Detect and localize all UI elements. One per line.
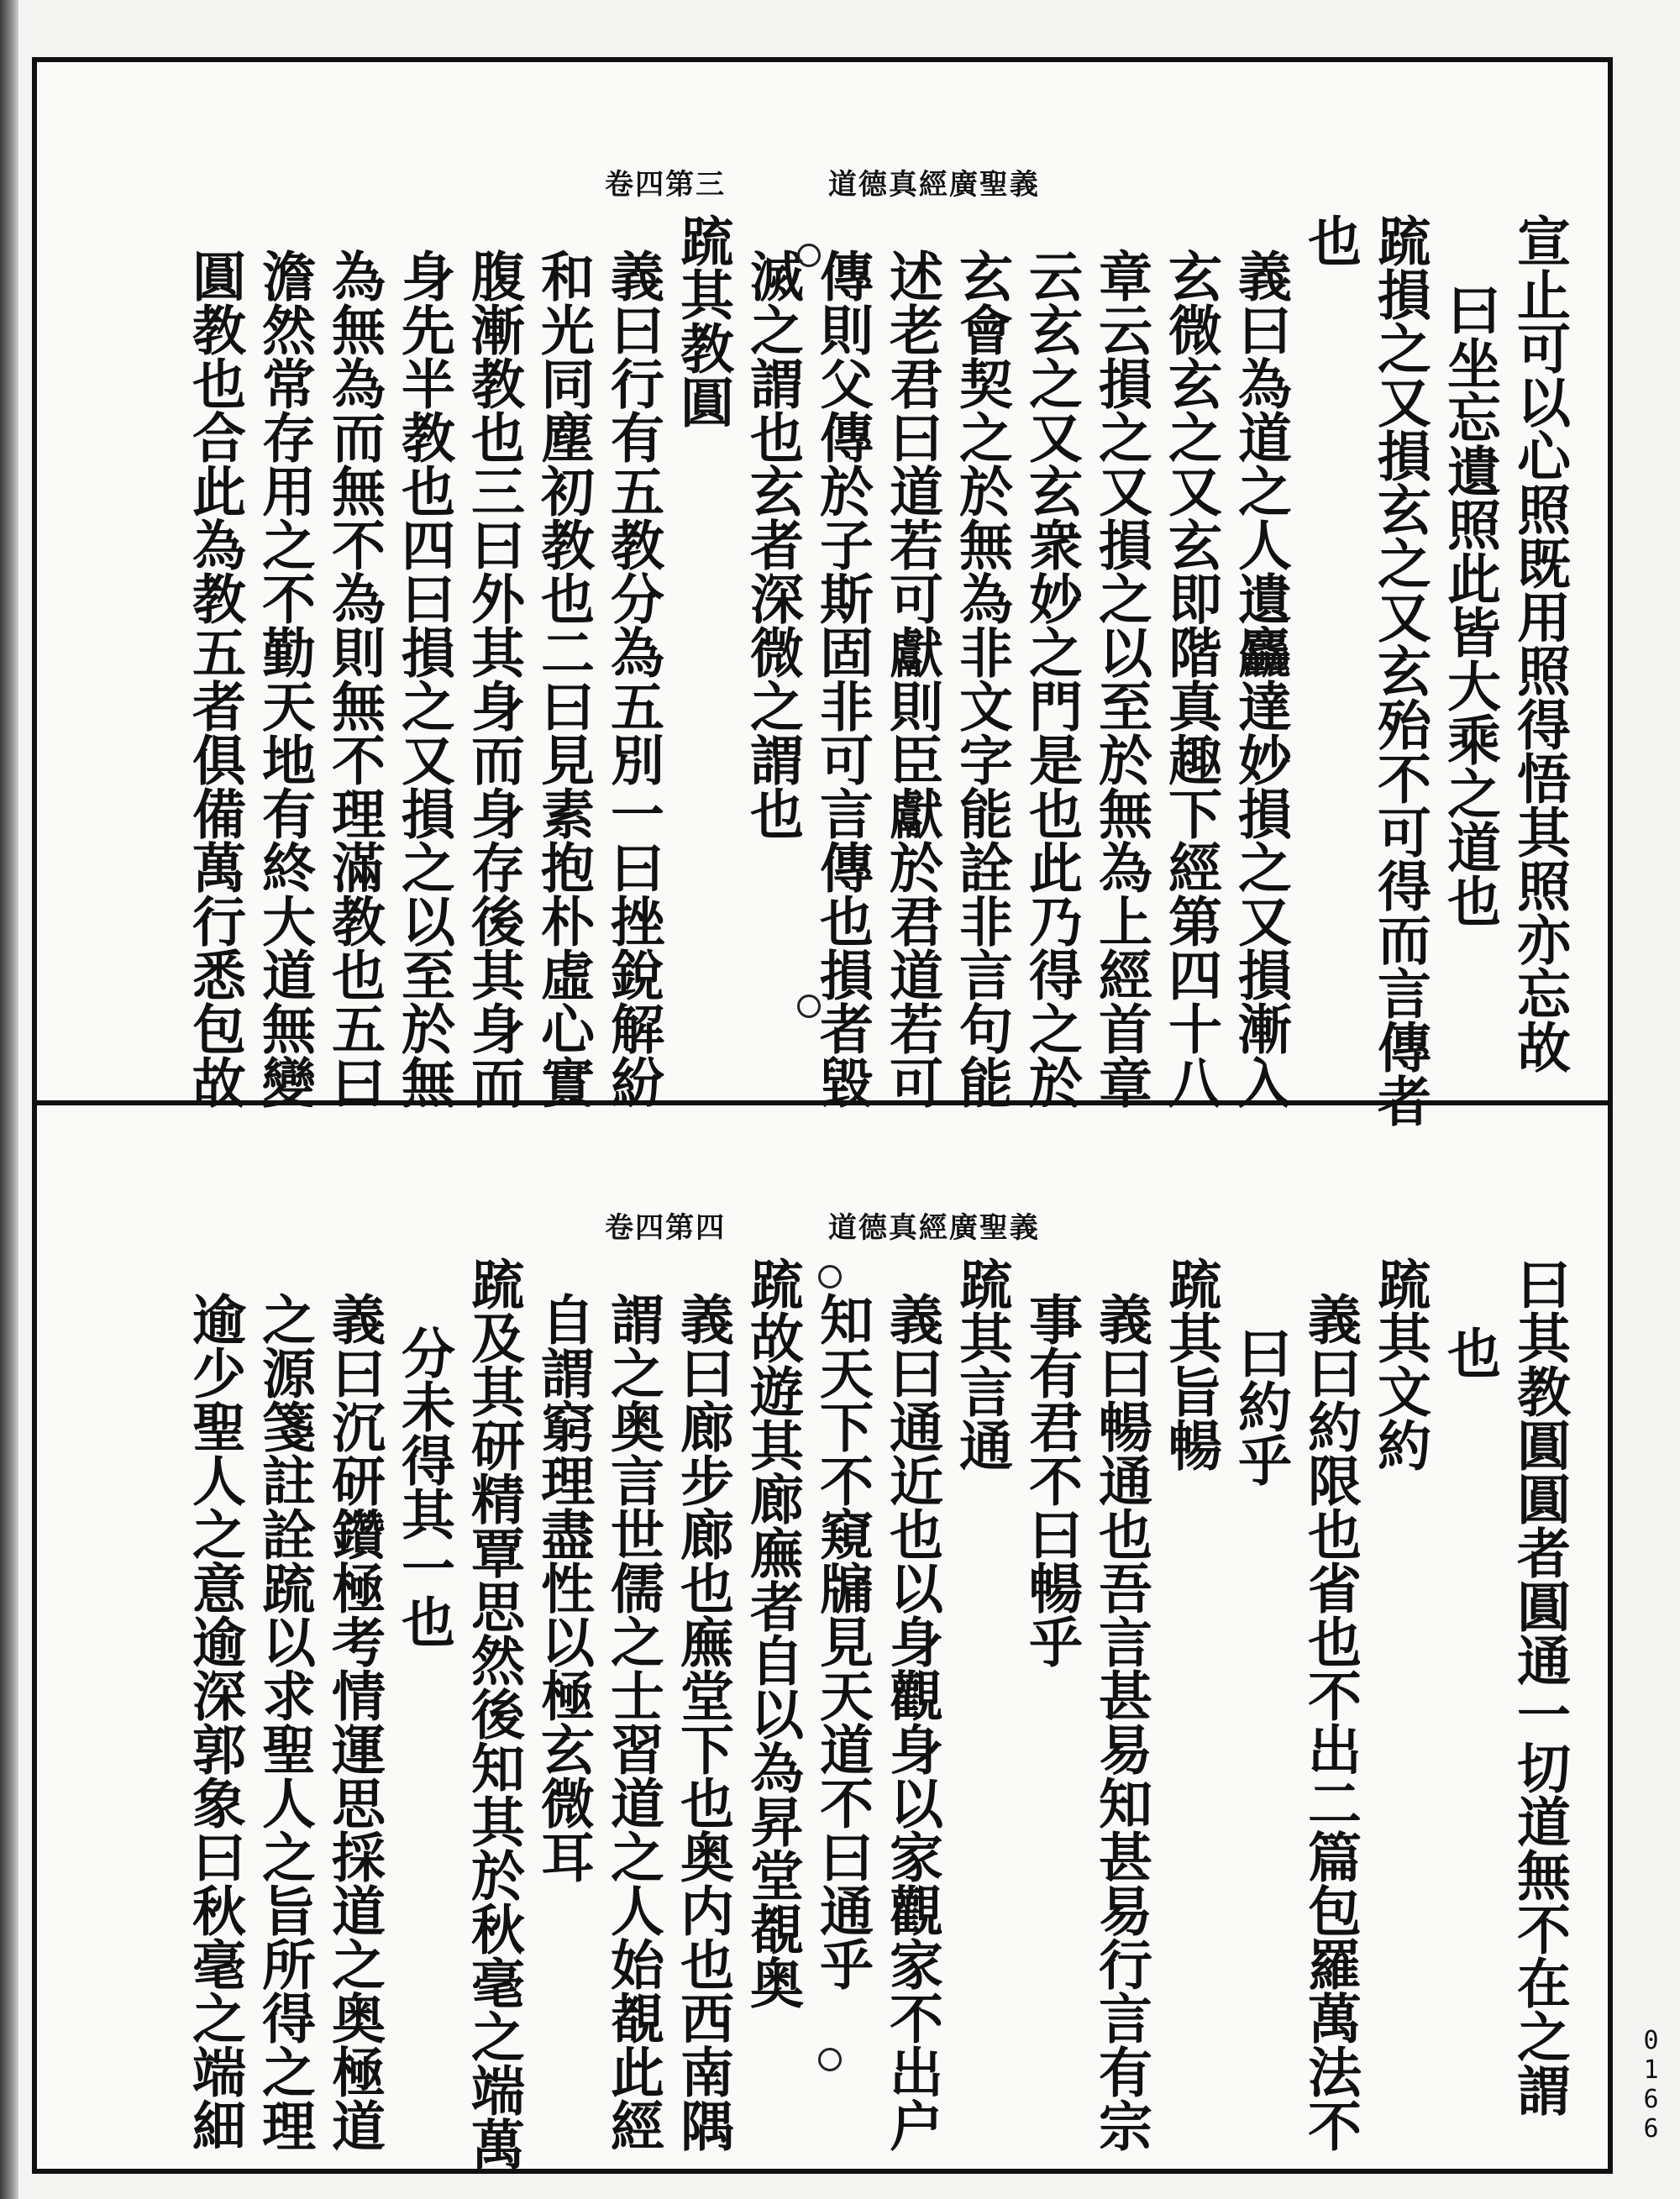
text-column: 知天下不窺牖見天道不曰通乎 xyxy=(811,1292,874,1991)
text-column: 曰約乎 xyxy=(1229,1325,1292,1487)
book-title: 道德真經廣聖義 xyxy=(827,168,1040,202)
bottom-panel xyxy=(37,1105,1608,2169)
circle-mark xyxy=(797,995,821,1018)
text-column: 䟽其教圓 xyxy=(671,213,734,428)
circle-mark xyxy=(818,2048,842,2071)
text-column: 澹然常存用之不勤天地有終大道無變 xyxy=(253,249,316,1109)
bottom-text-columns xyxy=(180,1257,1574,2170)
text-column: 䟽故遊其廊廡者自以為昇堂覩奥 xyxy=(741,1257,804,2009)
page-number xyxy=(1636,2026,1666,2144)
text-column: 義曰沉研鑽極考情運思採道之奥極道 xyxy=(323,1292,386,2152)
text-column: 䟽其旨暢 xyxy=(1159,1257,1222,1472)
text-column: 玄微玄之又玄即階真趣下經第四十八 xyxy=(1159,249,1222,1109)
text-column: 傳則父傳於子斯固非可言傳也損者毀 xyxy=(811,249,874,1109)
book-title: 道德真經廣聖義 xyxy=(827,1211,1040,1245)
text-column: 義曰廊步廊也廡堂下也奥内也西南隅 xyxy=(671,1292,734,2152)
text-column: 為無為而無不為則無不理滿教也五曰 xyxy=(323,249,386,1109)
bottom-header xyxy=(37,1204,1608,1246)
text-column: 玄會契之於無為非文字能詮非言句能 xyxy=(950,249,1013,1109)
top-text-columns xyxy=(180,213,1574,1127)
text-column: 䟽及其研精覃思然後知其於秋毫之端萬 xyxy=(462,1257,525,2170)
volume-label: 卷四第三 xyxy=(605,168,727,202)
text-column: 滅之謂也玄者深微之謂也 xyxy=(741,249,804,840)
text-column: 曰坐忘遺照此皆大乘之道也 xyxy=(1438,282,1501,927)
top-panel xyxy=(37,62,1608,1127)
text-column: 圓教也合此為教五者俱備萬行悉包故 xyxy=(183,249,246,1109)
text-column: 義曰為道之人遺麤達妙損之又損漸入 xyxy=(1229,249,1292,1109)
text-column: 䟽損之又損玄之又玄殆不可得而言傳者 xyxy=(1368,213,1431,1127)
circle-mark xyxy=(797,244,821,267)
text-column: 義曰暢通也吾言甚易知甚易行言有宗 xyxy=(1089,1292,1152,2152)
text-column: 也 xyxy=(1438,1325,1501,1379)
top-header xyxy=(37,161,1608,202)
text-column: 義曰行有五教分為五別一曰挫銳解紛 xyxy=(601,249,664,1109)
text-column: 和光同塵初教也二曰見素抱朴虛心實 xyxy=(532,249,595,1109)
text-column: 述老君曰道若可獻則臣獻於君道若可 xyxy=(880,249,943,1109)
text-column: 也 xyxy=(1299,213,1362,267)
text-column: 身先半教也四曰損之又損之以至於無 xyxy=(392,249,455,1109)
text-column: 謂之奥言世儒之士習道之人始覩此經 xyxy=(601,1292,664,2152)
book-spine xyxy=(0,0,18,2199)
text-column: 義曰通近也以身觀身以家觀家不出户 xyxy=(880,1292,943,2152)
text-column: 䟽其言通 xyxy=(950,1257,1013,1472)
text-column: 䟽其文約 xyxy=(1368,1257,1431,1472)
text-column: 云玄之又玄衆妙之門是也此乃得之於 xyxy=(1020,249,1083,1109)
volume-label: 卷四第四 xyxy=(605,1211,727,1245)
text-column: 義曰約限也省也不出二篇包羅萬法不 xyxy=(1299,1292,1362,2152)
text-column: 事有君不曰暢乎 xyxy=(1020,1292,1083,1668)
text-column: 之源箋註詮䟽以求聖人之旨所得之理 xyxy=(253,1292,316,2152)
text-column: 章云損之又損之以至於無為上經首章 xyxy=(1089,249,1152,1109)
text-column: 曰其教圓圓者圓通一切道無不在之謂 xyxy=(1508,1257,1571,2117)
page-number-text: 0166 xyxy=(1636,2026,1666,2144)
text-column: 宣止可以心照既用照得悟其照亦忘故 xyxy=(1508,213,1571,1073)
circle-mark xyxy=(818,1265,842,1288)
text-column: 分未得其一也 xyxy=(392,1325,455,1648)
text-column: 自謂窮理盡性以極玄微耳 xyxy=(532,1292,595,1883)
text-column: 逾少聖人之意逾深郭象曰秋毫之端細 xyxy=(183,1292,246,2152)
text-column: 腹漸教也三曰外其身而身存後其身而 xyxy=(462,249,525,1109)
